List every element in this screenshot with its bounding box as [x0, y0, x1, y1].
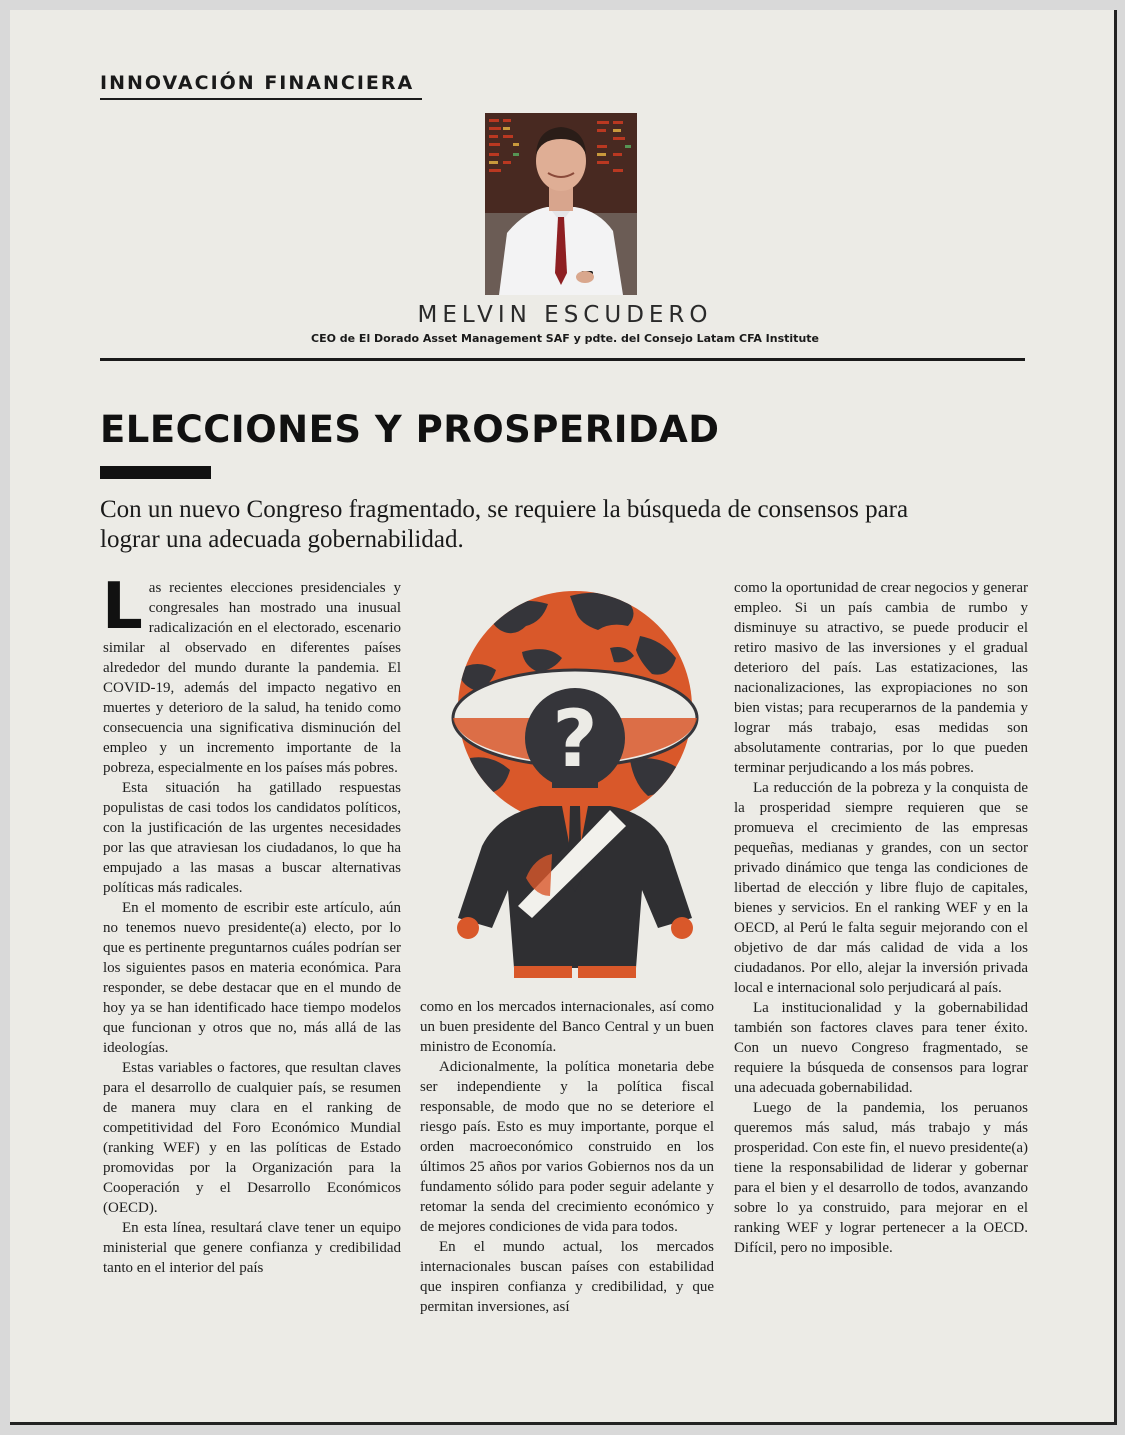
globe-head-illustration [430, 578, 720, 988]
body-column-1 [102, 570, 401, 1278]
author-role: CEO de El Dorado Asset Management SAF y pdte. del Consejo Latam CFA Institute [311, 332, 819, 345]
body-paragraph: como en los mercados internacionales, así como un buen presidente del Banco Central y un buen ministro de Economía. [420, 999, 714, 1055]
question-mark-icon: ? [552, 695, 598, 785]
body-paragraph: as recientes elecciones presidenciales y congresales han mostrado una inusual radicalización en el electorado, escenario similar al observado en diferentes países alrededor del mundo durante la pandemia. El COVID-19, además del impacto negativo en muertes y deterioro de la salud, ha tenido como consecuencia una significativa disminución del empleo y un incremento importante de la pobreza, especialmente en los países más pobres. [103, 580, 401, 776]
body-paragraph: La reducción de la pobreza y la conquista de la prosperidad siempre requieren que se promueva el crecimiento de las empresas pequeñas, medianas y grandes, con un sector privado dinámico que tenga las condiciones de libertad de elección y libre flujo de capitales, bienes y servicios. En el ranking WEF y en la OECD, al Perú le falta seguir mejorando con el objetivo de dar más calidad de vida a los ciudadanos. Por ello, alejar la inversión privada local e internacional solo perjudicará al país. [734, 780, 1028, 996]
magazine-page [10, 10, 1117, 1425]
body-paragraph: Luego de la pandemia, los peruanos queremos más salud, más trabajo y más prosperidad. Con este fin, el nuevo presidente(a) tiene la responsabilidad de liderar y gobernar para el bien y el desarrollo de todos, avanzando sobre lo ya construido, para mejorar en el ranking WEF y lograr pertenecer a la OECD. Difícil, pero no imposible. [734, 1100, 1028, 1256]
body-paragraph: Adicionalmente, la política monetaria debe ser independiente y la política fiscal responsable, de modo que no se deteriore el riesgo país. Esto es muy importante, porque el orden macroeconómico construido en los últimos 25 años por varios Gobiernos nos da un fundamento sólido para poder seguir adelante y retomar la senda del crecimiento económico y de mejores condiciones de vida para todos. [420, 1059, 714, 1235]
body-paragraph: como la oportunidad de crear negocios y generar empleo. Si un país cambia de rumbo y disminuye su atractivo, se puede producir el retiro masivo de las inversiones y el gradual deterioro del país. Las estatizaciones, las nacionalizaciones, las expropiaciones no son bien vistas; para recuperarnos de la pandemia y lograr más trabajo, esas medidas son absolutamente contrarias, por lo que pueden terminar perjudicando a los más pobres. [734, 580, 1028, 776]
article-deck: Con un nuevo Congreso fragmentado, se requiere la búsqueda de consensos para lograr una adecuada gobernabilidad. [100, 496, 909, 553]
body-column-3 [734, 578, 1028, 1258]
body-paragraph: La institucionalidad y la gobernabilidad también son factores claves para tener éxito. Con un nuevo Congreso fragmentado, se requiere la búsqueda de consensos para lograr una adecuada gobernabilidad. [734, 1000, 1028, 1096]
drop-cap: L [102, 570, 143, 644]
article-headline: ELECCIONES Y PROSPERIDAD [100, 408, 720, 451]
section-label: INNOVACIÓN FINANCIERA [100, 72, 415, 94]
author-name: MELVIN ESCUDERO [417, 302, 713, 328]
author-photo [485, 113, 637, 295]
body-paragraph: En el momento de escribir este artículo, aún no tenemos nuevo presidente(a) electo, por lo que es pertinente preguntarnos cuáles podrían ser los siguientes pasos en materia económica. Para responder, se debe destacar que en el mundo de hoy ya se han identificado hace tiempo modelos que funcionan y otros que no, más allá de las ideologías. [103, 900, 401, 1056]
body-paragraph: En el mundo actual, los mercados internacionales buscan países con estabilidad que inspiren confianza y credibilidad, y que permitan inversiones, así [420, 1239, 714, 1315]
section-underline [100, 98, 422, 100]
headline-bar [100, 466, 211, 479]
body-column-2 [420, 997, 714, 1317]
body-paragraph: Esta situación ha gatillado respuestas populistas de casi todos los candidatos políticos, con la justificación de las urgentes necesidades por las que atraviesan los ciudadanos, lo que ha empujado a las masas a buscar alternativas políticas más radicales. [103, 780, 401, 896]
body-paragraph: En esta línea, resultará clave tener un equipo ministerial que genere confianza y credibilidad tanto en el interior del país [103, 1220, 401, 1276]
header-divider [100, 358, 1025, 361]
body-paragraph: Estas variables o factores, que resultan claves para el desarrollo de cualquier país, se resumen de manera muy clara en el ranking de competitividad del Foro Económico Mundial (ranking WEF) y en las políticas de Estado promovidas por la Organización para la Cooperación y el Desarrollo Económicos (OECD). [103, 1060, 401, 1216]
